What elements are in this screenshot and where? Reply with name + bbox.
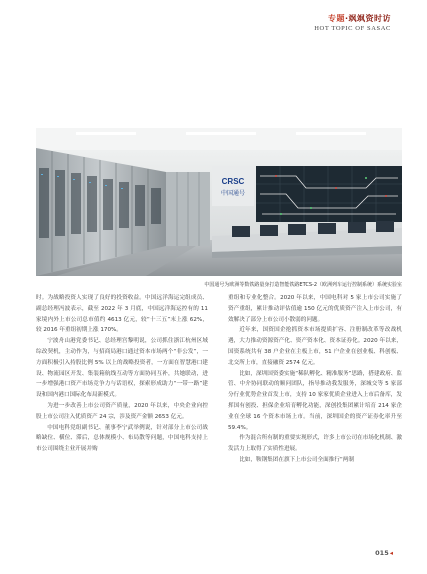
paragraph: 为进一步改善上市公司资产质量，2020 年以来，中央企业向控股上市公司注入优质资产 24 宗，涉及资产金额 2653 亿元。 bbox=[36, 402, 208, 420]
header-english: HOT TOPIC OF SASAC bbox=[314, 25, 391, 32]
left-column bbox=[36, 293, 208, 455]
company-sign bbox=[212, 166, 254, 206]
paragraph: 比如，鞍钢集团在旗下上市公司全面推行“两制 bbox=[239, 456, 354, 463]
header-title bbox=[314, 13, 391, 24]
article-photo bbox=[36, 128, 402, 276]
control-room-illustration bbox=[36, 128, 402, 276]
header-section: 专题 bbox=[327, 14, 345, 23]
sign-logo: CRSC bbox=[221, 177, 245, 186]
paragraph: 时。为战略投资人实现了良好的投资收益。中国远洋海运完组成员、副总经理冯波表示，截至 2022 年 3 月底，中国远洋海运控有的 11 家境内外上市公司总市值约 4613 亿元，较“十三五”末上涨 62%，较 2016 年重组初期上涨 170%。 bbox=[36, 295, 208, 334]
right-column bbox=[228, 293, 402, 466]
header-topic: 飒飒资时访 bbox=[348, 14, 391, 23]
photo-caption: 中国通号为欧洲等数铁路量身打造智能铁路ETCS-2（欧洲列车运行控制系统）系统实验室 bbox=[204, 282, 402, 288]
paragraph: 中国电科党组副书记、董事李宁武举例说，针对部分上市公司战略缺位、横位、滞后，总体规模小、布局散等问题，中国电科支持上市公司围绕主业开展并购 bbox=[36, 424, 208, 453]
triangle-icon: ◂ bbox=[389, 549, 393, 557]
header-separator: · bbox=[344, 14, 349, 23]
paragraph: 比如，深圳国资委实施“稀队孵化、精准服务”思路，搭建政府、监管、中介协同联动的顺问团队，指导推动我发服务，深城交等 5 家部分行业优势企业首发上市，支持 10 家家优质企业进入上市后备库，发挥国有创投、担保企业培育孵化功能，深创投集团累计培育 214 家企业在全球 16 个资本市场上市。当前，深圳国企的资产证券化率升至 59.4%。 bbox=[228, 370, 402, 431]
paragraph: 宁波舟山港党委书记、总经理宫黎明说，公司抓住浙江杭州区域综改契机，主动作为，与招商局港口通过资本市场两个“非公发”，一方面积极引入持股比例 5% 以上的战略投资者，一方面在智慧港口建设、物流园区开发、集装箱航线互动等方面协同互补，共她联动，进一步增强港口资产市场竞争力与话语权，探索形成助力“一带一路”建设和国内港口国际化布局新模式。 bbox=[36, 338, 208, 399]
paragraph: 重组和专业化整合。2020 年以来，中国电科对 5 家上市公司实施了资产重组，累计推动评估值逾 150 亿元的优质资产注入上市公司，有效解决了部分上市公司小散弱的问题。 bbox=[228, 295, 402, 323]
paragraph: 近年来，国资国企抢抓资本市场提质扩容、注册制改革等改战机遇，大力推动资源资产化、资产资本化、资本证券化。2020 年以来，国资系统共有 38 户企业在主板上市，51 户企业在创业板、科创板、北交所上市，直接融资 2574 亿元。 bbox=[228, 327, 402, 366]
sign-text: 中国通号 bbox=[220, 190, 246, 197]
page-number-value: 015 bbox=[375, 549, 389, 557]
page-number bbox=[375, 549, 393, 557]
running-header bbox=[314, 13, 391, 32]
video-wall bbox=[256, 166, 402, 222]
paragraph: 作为混合所有制的重要实现形式，许多上市公司在市场化机制、激发活力上取得了实质性进展。 bbox=[228, 435, 402, 453]
